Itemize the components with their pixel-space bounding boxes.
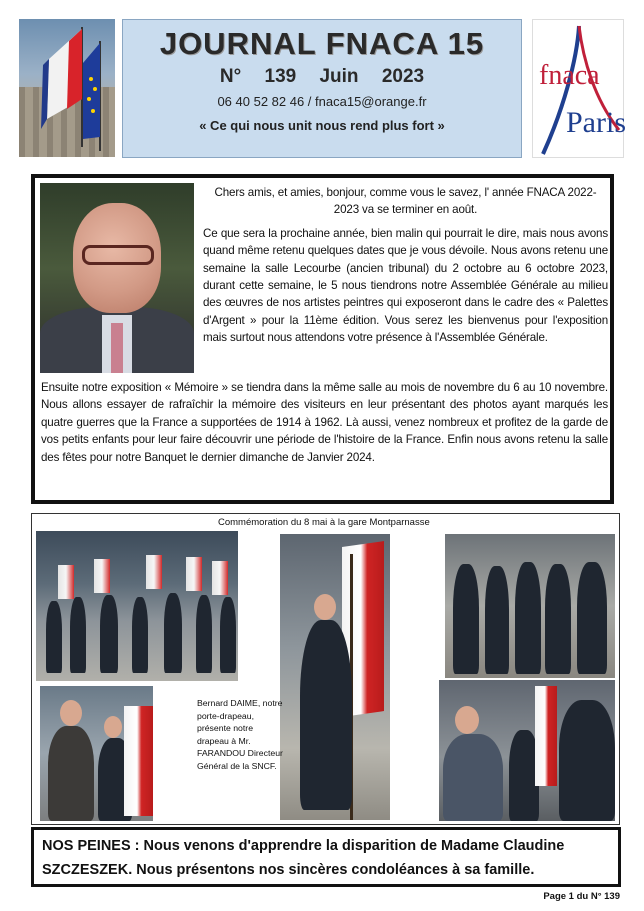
photo-section [31, 513, 620, 825]
motto: « Ce qui nous unit nous rend plus fort » [199, 118, 445, 133]
person [70, 597, 86, 673]
person [443, 734, 503, 821]
editorial-paragraph: Ce que sera la prochaine année, bien malin qui pourrait le dire, mais nous avons quand même retenu quelques dates que je vous dévoile. Nous avons retenu une semaine la salle Lecourbe (ancien tribunal) du 2 octobre au 6 octobre 2023, durant cette semaine, le 5 nous tiendrons notre Assemblée Générale au milieu des œuvres de nos artistes peintres qui exposeront dans le cadre des « Palettes d'Argent » pour la 11ème édition. Vous serez les bienvenus pour l'exposition mais surtout nous attendons votre présence à l'Assemblée Générale. [203, 226, 608, 345]
issue-date: N° 139 Juin 2023 [219, 66, 425, 87]
editorial-paragraph: Ensuite notre exposition « Mémoire » se tiendra dans la même salle au mois de novembre du 6 au 10 novembre. Nous allons essayer de rafraîchir la mémoire des visiteurs en leur présentant des photos ayant marqués les quatre guerres que la France a supportées de 1914 à 1962. Là aussi, venez nombreux et profitez de la garde de vos petits enfants pour leur faire découvrir une période de l'histoire de la France. Enfin nous avons retenu la salle des fêtes pour notre Banquet le dernier dimanche de Janvier 2024. [41, 381, 608, 464]
face [60, 700, 82, 726]
flag-bearers-photo [36, 531, 238, 681]
person [300, 620, 352, 810]
person [559, 700, 615, 821]
person [196, 595, 212, 673]
officials-photo [445, 534, 615, 678]
person [453, 564, 479, 674]
flags-photo [19, 19, 115, 157]
face [455, 706, 479, 734]
flag [212, 561, 228, 595]
ceremony-photo [439, 680, 615, 821]
editorial-box [31, 174, 614, 504]
notice-text: NOS PEINES : Nous venons d'apprendre la disparition de Madame Claudine SZCZESZEK. Nous présentons nos sincères condoléances à sa famille. [42, 838, 565, 878]
flag-presentation-photo [40, 686, 153, 821]
page-number: Page 1 du N° 139 [543, 891, 620, 902]
french-eu-flags-icon [19, 19, 115, 157]
journal-title-box [122, 19, 522, 158]
flag [124, 706, 153, 816]
person [46, 601, 62, 673]
flag [186, 557, 202, 591]
person [515, 562, 541, 674]
editorial-text-right [203, 184, 608, 353]
porte-drapeau-photo [280, 534, 390, 820]
person [48, 726, 94, 821]
person [577, 562, 607, 674]
condolence-notice [31, 827, 621, 887]
face [104, 716, 122, 738]
person [220, 597, 236, 673]
person [545, 564, 571, 674]
glasses-icon [82, 245, 154, 265]
person [132, 597, 148, 673]
person [100, 595, 118, 673]
flag [58, 565, 74, 599]
person [164, 593, 182, 673]
photo-note: Bernard DAIME, notre porte-drapeau, présente notre drapeau à Mr. FARANDOU Directeur Général de la SNCF. [197, 698, 283, 771]
face [314, 594, 336, 620]
fnaca-paris-logo [532, 19, 624, 158]
editorial-text-full [41, 379, 608, 472]
president-portrait [40, 183, 194, 373]
flag [146, 555, 162, 589]
person [485, 566, 509, 674]
photo-caption: Commémoration du 8 mai à la gare Montparnasse [218, 517, 430, 528]
editorial-paragraph: Chers amis, et amies, bonjour, comme vous le savez, l' année FNACA 2022-2023 va se terminer en août. [214, 186, 597, 217]
journal-title: JOURNAL FNACA 15 [159, 26, 485, 61]
flag [535, 686, 557, 786]
tie [111, 323, 123, 373]
logo-text-paris: Paris [566, 106, 626, 139]
flag [94, 559, 110, 593]
logo-text-fnaca: fnaca [539, 60, 600, 91]
contact-info: 06 40 52 82 46 / fnaca15@orange.fr [217, 94, 427, 109]
